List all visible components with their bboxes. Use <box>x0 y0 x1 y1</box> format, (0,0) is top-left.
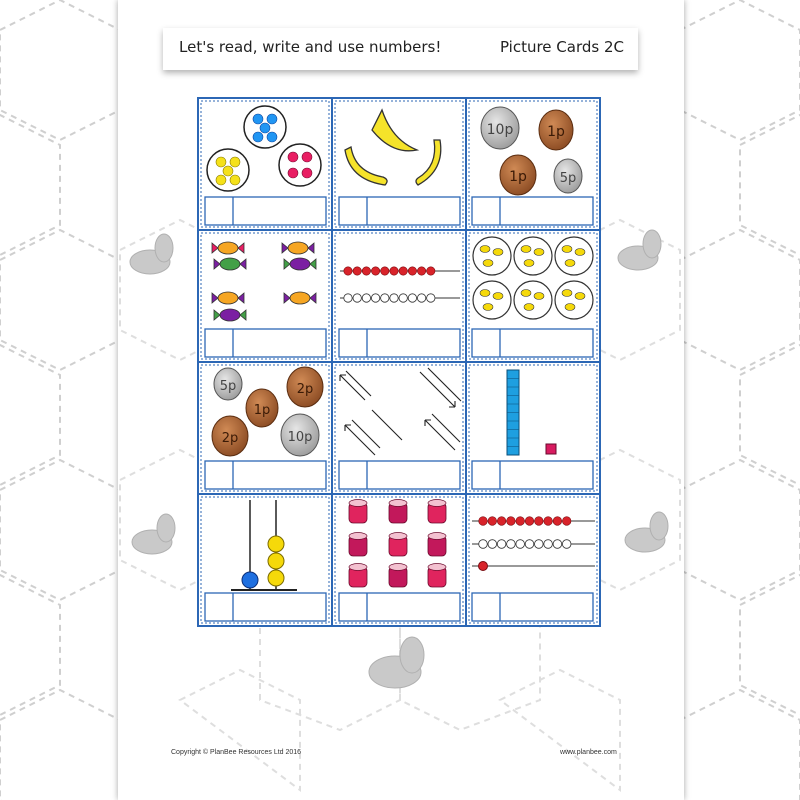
bead <box>497 540 506 549</box>
answer-box-9[interactable] <box>472 461 593 489</box>
bee-icon <box>575 293 585 300</box>
bead <box>562 540 571 549</box>
answer-box-1[interactable] <box>205 197 326 225</box>
svg-text:10p: 10p <box>486 122 514 138</box>
bead <box>507 540 516 549</box>
bead <box>399 294 407 302</box>
bee-circle <box>555 281 593 319</box>
worksheet-title: Let's read, write and use numbers! <box>179 38 442 56</box>
answer-box-2[interactable] <box>339 197 460 225</box>
bead <box>417 294 425 302</box>
bead <box>390 267 398 275</box>
bee-icon <box>521 246 531 253</box>
bead <box>488 540 497 549</box>
bead <box>479 540 488 549</box>
bee-icon <box>480 246 490 253</box>
bead <box>535 540 544 549</box>
bee-icon <box>534 293 544 300</box>
bead <box>344 267 352 275</box>
jar-icon <box>349 533 367 557</box>
bead <box>408 294 416 302</box>
jar-icon <box>389 564 407 588</box>
bead <box>535 517 544 526</box>
bead <box>497 517 506 526</box>
bee-circle <box>514 237 552 275</box>
bead <box>544 517 553 526</box>
bee-icon <box>524 260 534 267</box>
bee-icon <box>483 260 493 267</box>
jar-icon <box>389 533 407 557</box>
bead <box>390 294 398 302</box>
bead <box>381 294 389 302</box>
bee-icon <box>562 290 572 297</box>
bead <box>516 540 525 549</box>
answer-box-3[interactable] <box>472 197 593 225</box>
bee-icon <box>562 246 572 253</box>
bee-icon <box>524 304 534 311</box>
svg-text:5p: 5p <box>219 379 237 394</box>
bead <box>479 517 488 526</box>
answer-box-11[interactable] <box>339 593 460 621</box>
copyright-text: Copyright © PlanBee Resources Ltd 2016 <box>171 749 302 756</box>
svg-text:1p: 1p <box>547 124 565 140</box>
bead <box>381 267 389 275</box>
bead <box>353 294 361 302</box>
svg-text:5p: 5p <box>559 171 577 186</box>
jar-icon <box>428 564 446 588</box>
jars-icon <box>349 500 446 588</box>
bee-icon <box>575 249 585 256</box>
jar-icon <box>349 564 367 588</box>
bee-icon <box>565 304 575 311</box>
bead <box>344 294 352 302</box>
bee-circle <box>473 281 511 319</box>
answer-box-7[interactable] <box>205 461 326 489</box>
bead <box>525 517 534 526</box>
bee-circle <box>473 237 511 275</box>
bead <box>562 517 571 526</box>
card-set-label: Picture Cards 2C <box>499 38 624 56</box>
bead <box>553 540 562 549</box>
bead <box>488 517 497 526</box>
bead <box>507 517 516 526</box>
answer-box-4[interactable] <box>205 329 326 357</box>
bead <box>353 267 361 275</box>
bead <box>408 267 416 275</box>
jar-icon <box>349 500 367 524</box>
bead <box>362 294 370 302</box>
bee-icon <box>480 290 490 297</box>
svg-text:2p: 2p <box>296 382 314 397</box>
svg-text:2p: 2p <box>221 431 239 446</box>
bead <box>371 294 379 302</box>
jar-icon <box>428 500 446 524</box>
bead <box>427 267 435 275</box>
bee-icon <box>534 249 544 256</box>
bee-circle <box>514 281 552 319</box>
bead <box>553 517 562 526</box>
answer-box-6[interactable] <box>472 329 593 357</box>
bead <box>427 294 435 302</box>
bee-icon <box>493 293 503 300</box>
svg-text:1p: 1p <box>253 403 271 418</box>
bead <box>544 540 553 549</box>
svg-text:10p: 10p <box>287 430 313 445</box>
bee-circle <box>555 237 593 275</box>
answer-box-5[interactable] <box>339 329 460 357</box>
bead <box>362 267 370 275</box>
jar-icon <box>389 500 407 524</box>
bee-icon <box>565 260 575 267</box>
answer-box-12[interactable] <box>472 593 593 621</box>
bead <box>516 517 525 526</box>
bead <box>399 267 407 275</box>
bee-icon <box>493 249 503 256</box>
website-link[interactable]: www.planbee.com <box>560 749 617 756</box>
bead <box>417 267 425 275</box>
bee-icon <box>483 304 493 311</box>
answer-box-10[interactable] <box>205 593 326 621</box>
bead <box>525 540 534 549</box>
jar-icon <box>428 533 446 557</box>
bead <box>371 267 379 275</box>
answer-box-8[interactable] <box>339 461 460 489</box>
bee-icon <box>521 290 531 297</box>
svg-text:1p: 1p <box>509 169 527 185</box>
